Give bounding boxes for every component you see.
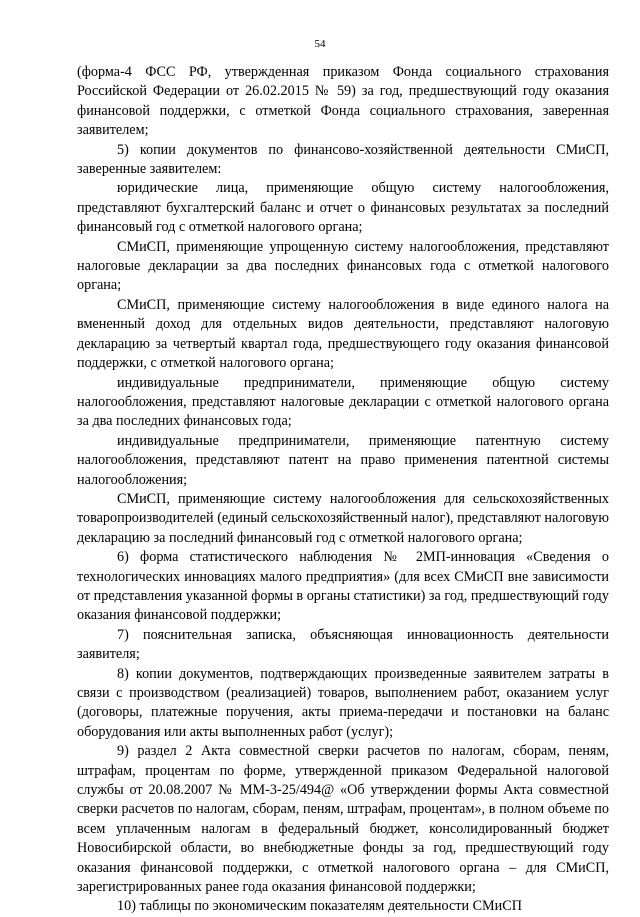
paragraph: 10) таблицы по экономическим показателям деятельности СМиСП — [117, 898, 522, 915]
document-body — [77, 63, 609, 917]
paragraph: 6) форма статистического наблюдения № 2МП-инновация «Сведения о технологических инновациях малого предприятия» (для всех СМиСП вне зависимости от представления указанной формы в органы статистики) за год, предшествующий году оказания финансовой поддержки; — [77, 549, 609, 624]
paragraph: СМиСП, применяющие систему налогообложения в виде единого налога на вмененный доход для отдельных видов деятельности, представляют налоговую декларацию за четвертый квартал года, предшествующего году оказания финансовой поддержки, с отметкой налогового органа; — [77, 296, 609, 372]
paragraph: 5) копии документов по финансово-хозяйственной деятельности СМиСП, заверенные заявителем: — [77, 141, 609, 178]
page-number: 54 — [314, 38, 326, 50]
paragraph: 8) копии документов, подтверждающих произведенные заявителем затраты в связи с производством (реализацией) товаров, выполнением работ, оказанием услуг (договоры, платежные поручения, акты приема-передачи и постановки на баланс оборудования или акты выполненных работ (услуг); — [77, 665, 609, 740]
paragraph: СМиСП, применяющие упрощенную систему налогообложения, представляют налоговые декларации за два последних финансовых года с отметкой налогового органа; — [77, 238, 609, 294]
paragraph: индивидуальные предприниматели, применяющие патентную систему налогообложения, представляют патент на право применения патентной системы налогообложения; — [77, 432, 609, 488]
paragraph: индивидуальные предприниматели, применяющие общую систему налогообложения, представляют налоговые декларации с отметкой налогового органа за два последних финансовых года; — [77, 374, 609, 430]
paragraph: 7) пояснительная записка, объясняющая инновационность деятельности заявителя; — [77, 626, 609, 663]
paragraph: юридические лица, применяющие общую систему налогообложения, представляют бухгалтерский баланс и отчет о финансовых результатах за последний финансовый год с отметкой налогового органа; — [77, 180, 609, 236]
paragraph: 9) раздел 2 Акта совместной сверки расчетов по налогам, сборам, пеням, штрафам, процентам по форме, утвержденной приказом Федеральной налоговой службы от 20.08.2007 № ММ-3-25/494@ «Об утверждении формы Акта совместной сверки расчетов по налогам, сборам, пеням, штрафам, процентам», в полном объеме по всем уплаченным налогам в федеральный бюджет, консолидированный бюджет Новосибирской области, во внебюджетные фонды за год, предшествующий году оказания финансовой поддержки, с отметкой налогового органа – для СМиСП, зарегистрированных ранее года оказания финансовой поддержки; — [77, 743, 609, 896]
paragraph: (форма-4 ФСС РФ, утвержденная приказом Фонда социального страхования Российской Федерации от 26.02.2015 № 59) за год, предшествующий году оказания финансовой поддержки, с отметкой Фонда социального страхования, заверенная заявителем; — [77, 64, 609, 139]
paragraph: СМиСП, применяющие систему налогообложения для сельскохозяйственных товаропроизводителей (единый сельскохозяйственный налог), представляют налоговую декларацию за последний финансовый год с отметкой налогового органа; — [77, 490, 610, 546]
